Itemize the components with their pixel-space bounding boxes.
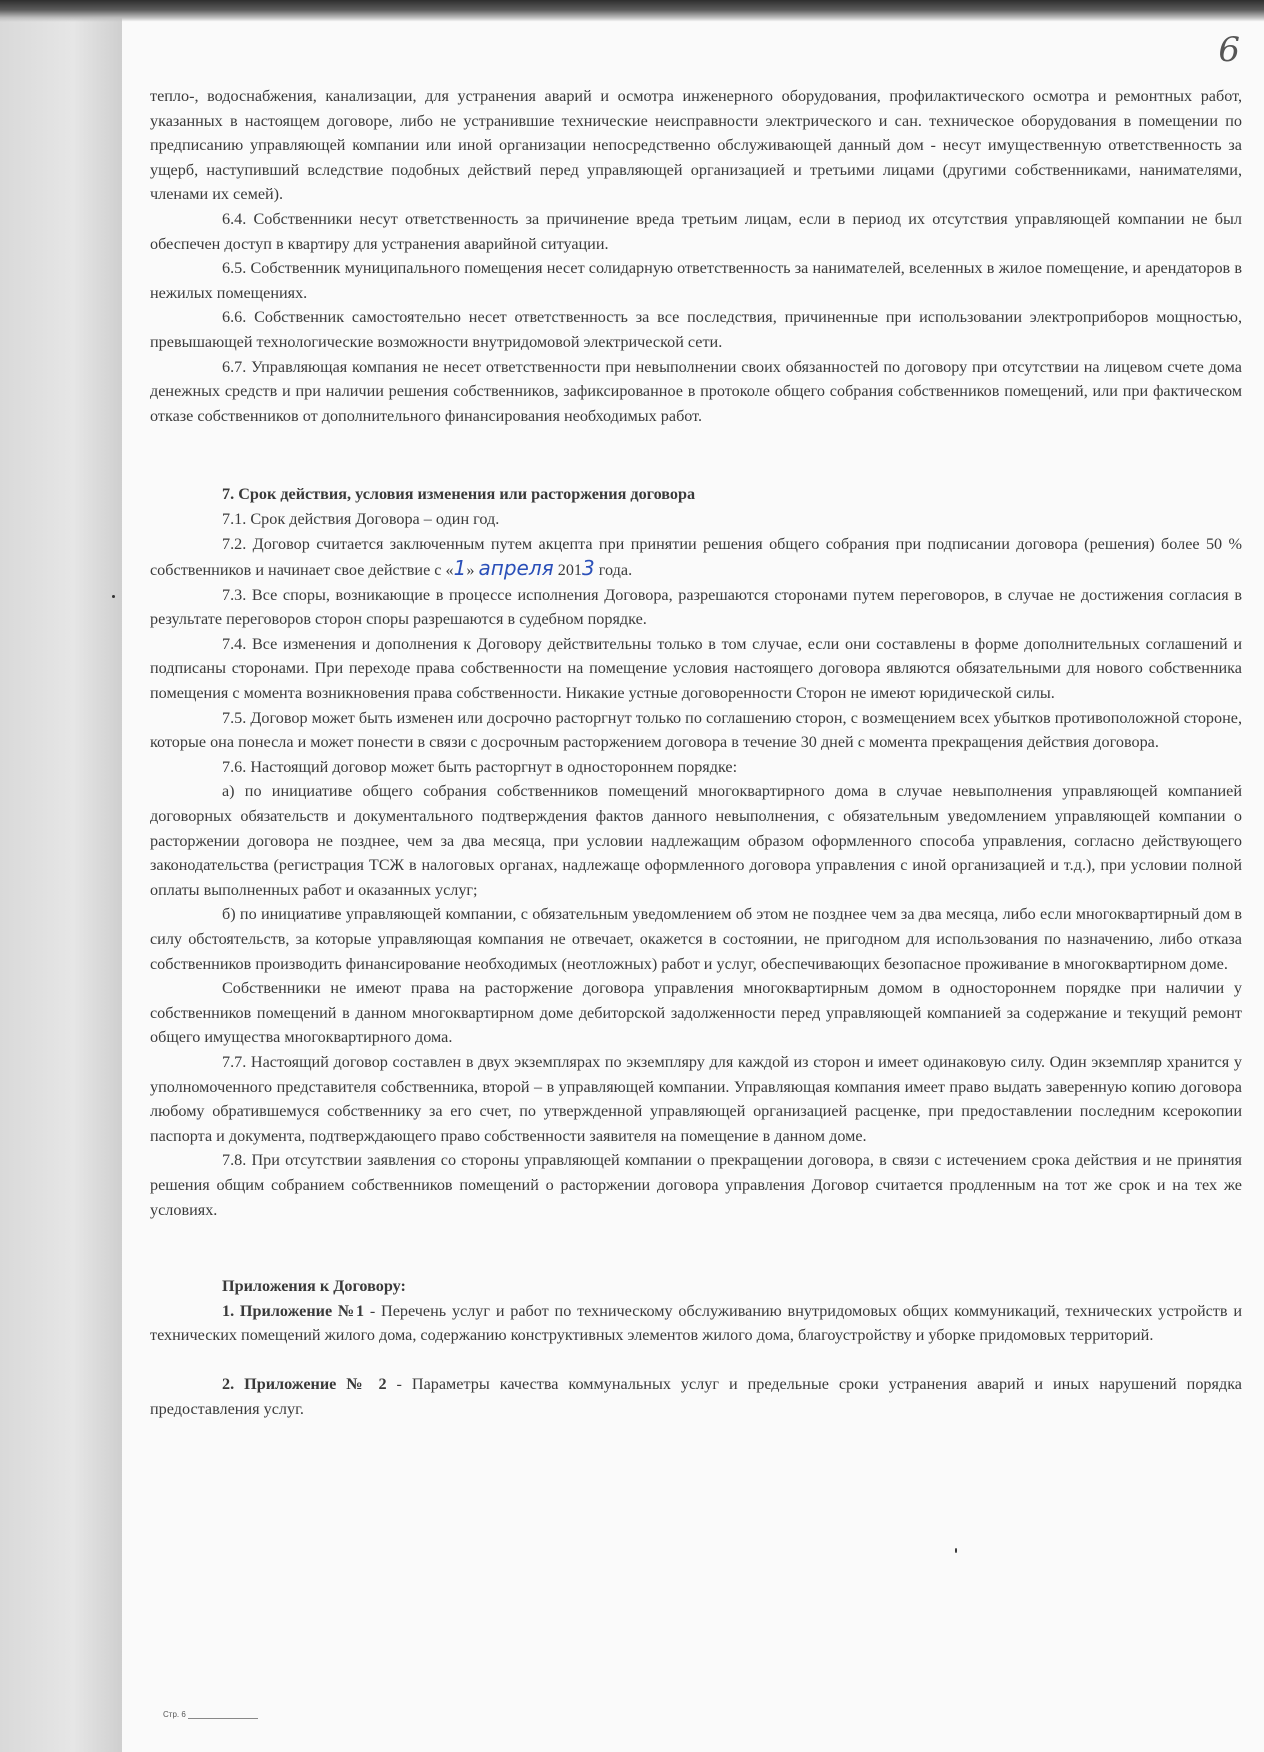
appendix-1: 1. Приложение №1 - Перечень услуг и работ по техническому обслуживанию внутридомовых общих коммуникаций, технических устройств и технических помещений жилого дома, содержанию конструктивных элементов жилого дома, благоустройству и уборке придомовых территорий. <box>150 1301 1242 1345</box>
scanner-binding-edge <box>0 0 122 1752</box>
document-body <box>150 84 1242 1421</box>
paragraph-6-5: 6.5. Собственник муниципального помещения несет солидарную ответственность за нанимателей, вселенных в жилое помещение, и арендаторов в нежилых помещениях. <box>150 259 1242 302</box>
handwritten-year-digit: 3 <box>582 556 595 581</box>
paragraph-7-7: 7.7. Настоящий договор составлен в двух экземплярах по экземпляру для каждой из сторон и имеет одинаковую силу. Один экземпляр хранится у уполномоченного представителя собственника, второй – в управляющей компании. Управляющая компания имеет право выдать заверенную копию договора любому обратившемуся собственнику за его счет, по утвержденной управляющей организацией расценке, при предоставлении последним ксерокопии паспорта и документа, подтверждающего право собственности заявителя на помещение в данном доме. <box>150 1052 1242 1145</box>
paragraph-7-5: 7.5. Договор может быть изменен или досрочно расторгнут только по соглашению сторон, с возмещением всех убытков противоположной стороне, которые она понесла и может понести в связи с досрочным расторжением договора в течение 30 дней с момента прекращения действия договора. <box>150 708 1242 752</box>
handwritten-month: апреля <box>478 556 554 581</box>
footer-signature-line <box>188 1718 258 1719</box>
page-footer: Стр. 6 <box>163 1710 258 1719</box>
handwritten-day: 1 <box>453 556 467 581</box>
scan-top-shadow <box>0 0 1264 22</box>
paragraph-6-4: 6.4. Собственники несут ответственность за причинение вреда третьим лицам, если в период их отсутствия управляющей компании не был обеспечен доступ в квартиру для устранения аварийной ситуации. <box>150 209 1242 253</box>
paragraph-7-2: 7.2. Договор считается заключенным путем акцепта при принятии решения общего собрания при подписании договора (решения) более 50 % собственников и начинает свое действие с «1» апреля 2013 года. <box>150 534 1242 581</box>
appendix-2: 2. Приложение № 2 - Параметры качества коммунальных услуг и предельные сроки устранения аварий и иных нарушений порядка предоставления услуг. <box>150 1374 1242 1418</box>
scan-speck <box>955 1548 957 1553</box>
paragraph-6-6: 6.6. Собственник самостоятельно несет ответственность за все последствия, причиненные при использовании электроприборов мощностью, превышающей технологические возможности внутридомовой электрической сети. <box>150 308 1242 351</box>
handwritten-page-number: 6 <box>1218 30 1240 70</box>
paragraph-7-6-a: а) по инициативе общего собрания собственников помещений многоквартирного дома в случае невыполнения управляющей компанией договорных обязательств и документального подтверждения фактов данного невыполнения, с обязательным уведомлением управляющей компании о расторжении договора не позднее, чем за два месяца, при условии надлежащим образом оформленного способа управления, согласно действующего законодательства (регистрация ТСЖ в налоговых органах, надлежаще оформленного договора управления с иной организацией и т.д.), при условии полной оплаты выполненных работ и оказанных услуг; <box>150 782 1242 899</box>
paragraph-7-6-b: б) по инициативе управляющей компании, с обязательным уведомлением об этом не позднее чем за два месяца, либо если многоквартирный дом в силу обстоятельств, за которые управляющая компания не отвечает, окажется в состоянии, не пригодном для использования по назначению, либо отказа собственников производить финансирование необходимых (неотложных) работ и услуг, обеспечивающих безопасное проживание в многоквартирном доме. <box>150 905 1242 973</box>
paragraph-7-8: 7.8. При отсутствии заявления со стороны управляющей компании о прекращении договора, в связи с истечением срока действия и не принятия решения общим собранием собственников помещений о расторжении договора управления Договор считается продленным на тот же срок и на тех же условиях. <box>150 1151 1242 1219</box>
scan-speck <box>112 595 115 598</box>
section-7-heading: 7. Срок действия, условия изменения или расторжения договора <box>222 485 696 504</box>
paragraph-6-7: 6.7. Управляющая компания не несет ответственности при невыполнении своих обязанностей по договору при отсутствии на лицевом счете дома денежных средств и при наличии решения собственников, зафиксированное в протоколе общего собрания собственников помещений, или при фактическом отказе собственников от дополнительного финансирования необходимых работ. <box>150 357 1242 425</box>
appendices-heading: Приложения к Договору: <box>222 1277 406 1296</box>
paragraph-7-1: 7.1. Срок действия Договора – один год. <box>222 509 500 528</box>
paragraph-7-4: 7.4. Все изменения и дополнения к Договору действительны только в том случае, если они составлены в форме дополнительных соглашений и подписаны сторонами. При переходе права собственности на помещение условия настоящего договора являются обязательными для нового собственника помещения с момента возникновения права собственности. Никакие устные договоренности Сторон не имеют юридической силы. <box>150 634 1242 703</box>
paragraph-7-6-note: Собственники не имеют права на расторжение договора управления многоквартирным домом в одностороннем порядке при наличии у собственников помещений в данном многоквартирном доме дебиторской задолженности перед управляющей компанией за содержание и текущий ремонт общего имущества многоквартирного дома. <box>150 979 1242 1047</box>
paragraph-6-3-continued: тепло-, водоснабжения, канализации, для устранения аварий и осмотра инженерного оборудования, профилактического осмотра и ремонтных работ, указанных в настоящем договоре, либо не устранившие технические неисправности электрического и сан. техническое оборудования в помещении по предписанию управляющей компании или иной организации непосредственно обслуживающей данный дом - несут имущественную ответственность за ущерб, наступивший вследствие подобных действий перед управляющей организацией и третьими лицами (другими собственниками, нанимателями, членами их семей). <box>150 87 1242 204</box>
paragraph-7-3: 7.3. Все споры, возникающие в процессе исполнения Договора, разрешаются сторонами путем переговоров, в случае не достижения согласия в результате переговоров сторон споры разрешаются в судебном порядке. <box>150 585 1242 629</box>
paragraph-7-6: 7.6. Настоящий договор может быть расторгнут в одностороннем порядке: <box>222 757 738 776</box>
